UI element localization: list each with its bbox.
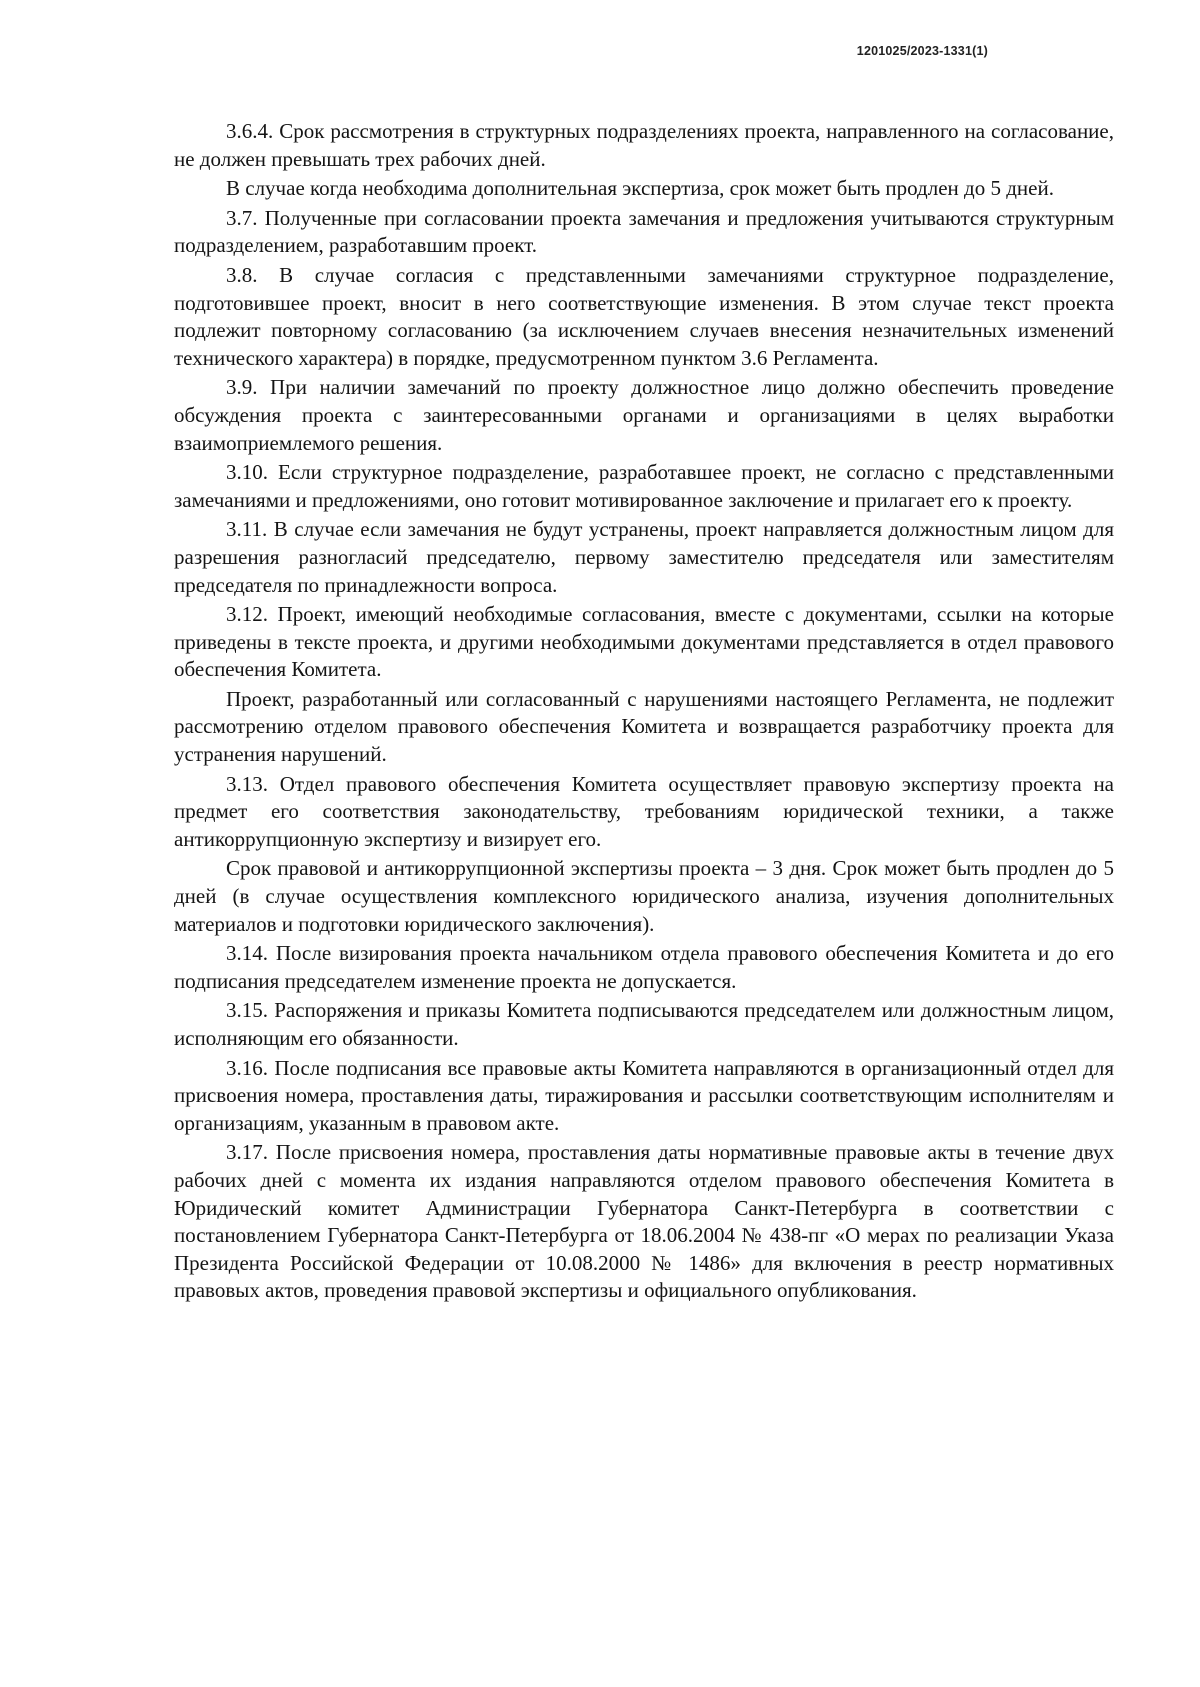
paragraph-return-project: Проект, разработанный или согласованный с нарушениями настоящего Регламента, не подлежит рассмотрению отделом правового обеспечения Комитета и возвращается разработчику проекта для устранения нарушений.	[174, 686, 1114, 767]
paragraph-extension: В случае когда необходима дополнительная экспертиза, срок может быть продлен до 5 дней.	[226, 176, 1054, 201]
paragraph-3-9: 3.9. При наличии замечаний по проекту должностное лицо должно обеспечить проведение обсуждения проекта с заинтересованными органами и организациями в целях выработки взаимоприемлемого решения.	[174, 375, 1114, 455]
paragraph-3-10: 3.10. Если структурное подразделение, разработавшее проект, не согласно с представленными замечаниями и предложениями, оно готовит мотивированное заключение и прилагает его к проекту.	[174, 460, 1114, 512]
paragraph-3-14: 3.14. После визирования проекта начальником отдела правового обеспечения Комитета и до его подписания председателем изменение проекта не допускается.	[174, 941, 1114, 993]
paragraph-expertise-term: Срок правовой и антикоррупционной экспертизы проекта – 3 дня. Срок может быть продлен до 5 дней (в случае осуществления комплексного юридического анализа, изучения дополнительных материалов и подготовки юридического заключения).	[174, 856, 1114, 936]
registration-number: 1201025/2023-1331(1)	[856, 44, 988, 58]
paragraph-3-13: 3.13. Отдел правового обеспечения Комитета осуществляет правовую экспертизу проекта на предмет его соответствия законодательству, требованиям юридической техники, а также антикоррупционную экспертизу и визирует его.	[174, 771, 1114, 851]
paragraph-3-11: 3.11. В случае если замечания не будут устранены, проект направляется должностным лицом для разрешения разногласий председателю, первому заместителю председателя или заместителям председателя по принадлежности вопроса.	[174, 517, 1114, 597]
paragraph-3-12: 3.12. Проект, имеющий необходимые согласования, вместе с документами, ссылки на которые приведены в тексте проекта, и другими необходимыми документами представляется в отдел правового обеспечения Комитета.	[174, 602, 1114, 682]
paragraph-3-8: 3.8. В случае согласия с представленными замечаниями структурное подразделение, подготовившее проект, вносит в него соответствующие изменения. В этом случае текст проекта подлежит повторному согласованию (за исключением случаев внесения незначительных изменений технического характера) в порядке, предусмотренном пунктом 3.6 Регламента.	[174, 262, 1114, 370]
paragraph-3-15: 3.15. Распоряжения и приказы Комитета подписываются председателем или должностным лицом, исполняющим его обязанности.	[174, 998, 1114, 1050]
paragraph-3-16: 3.16. После подписания все правовые акты Комитета направляются в организационный отдел для присвоения номера, проставления даты, тиражирования и рассылки соответствующим исполнителям и организациям, указанным в правовом акте.	[174, 1055, 1114, 1135]
paragraph-3-6-4: 3.6.4. Срок рассмотрения в структурных подразделениях проекта, направленного на согласование, не должен превышать трех рабочих дней.	[174, 119, 1114, 171]
paragraph-3-7: 3.7. Полученные при согласовании проекта замечания и предложения учитываются структурным подразделением, разработавшим проект.	[174, 205, 1114, 258]
document-body	[174, 118, 1114, 1307]
paragraph-3-17: 3.17. После присвоения номера, проставления даты нормативные правовые акты в течение двух рабочих дней с момента их издания направляются отделом правового обеспечения Комитета в Юридический комитет Администрации Губернатора Санкт-Петербурга в соответствии с постановлением Губернатора Санкт-Петербурга от 18.06.2004 № 438-пг «О мерах по реализации Указа Президента Российской Федерации от 10.08.2000 № 1486» для включения в реестр нормативных правовых актов, проведения правовой экспертизы и официального опубликования.	[174, 1140, 1114, 1303]
